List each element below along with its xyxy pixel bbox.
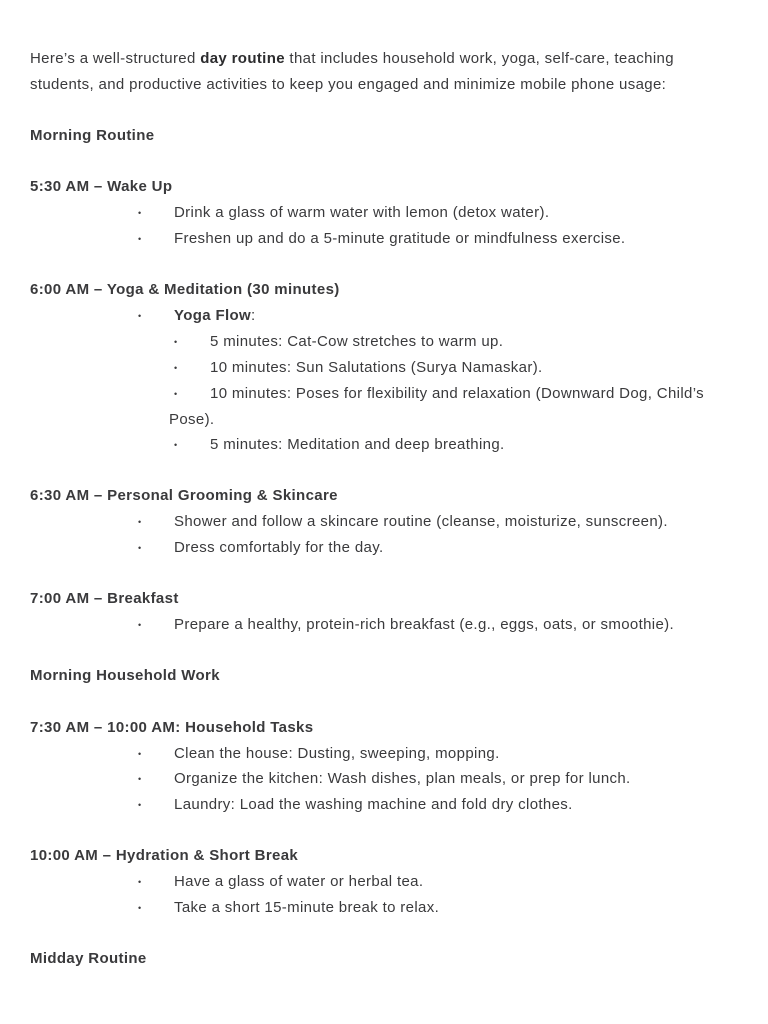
bullet-icon: • bbox=[138, 749, 142, 759]
list-item: Dress comfortably for the day. bbox=[174, 539, 384, 556]
time-block-title-grooming: 6:30 AM – Personal Grooming & Skincare bbox=[30, 487, 338, 504]
sub-list-item: 5 minutes: Meditation and deep breathing. bbox=[210, 436, 505, 453]
section-heading-midday-routine: Midday Routine bbox=[30, 950, 147, 967]
bullet-icon: • bbox=[138, 877, 142, 887]
time-block-title-hydration: 10:00 AM – Hydration & Short Break bbox=[30, 847, 299, 864]
time-block-title-yoga: 6:00 AM – Yoga & Meditation (30 minutes) bbox=[30, 281, 340, 298]
bullet-icon: • bbox=[138, 208, 142, 218]
bullet-icon: • bbox=[138, 903, 142, 913]
list-item: Prepare a healthy, protein-rich breakfast (e.g., eggs, oats, or smoothie). bbox=[174, 616, 675, 633]
bullet-icon: • bbox=[138, 800, 142, 810]
intro-paragraph bbox=[30, 46, 738, 98]
sub-list-item-wrap: Pose). bbox=[169, 411, 215, 428]
list-item-yoga-flow bbox=[174, 303, 256, 329]
list-item: Take a short 15-minute break to relax. bbox=[174, 899, 440, 916]
sub-list-item: 5 minutes: Cat-Cow stretches to warm up. bbox=[210, 333, 504, 350]
time-block-title-household: 7:30 AM – 10:00 AM: Household Tasks bbox=[30, 719, 314, 736]
bullet-icon: • bbox=[138, 234, 142, 244]
yoga-flow-label: Yoga Flow bbox=[174, 307, 252, 324]
list-item: Have a glass of water or herbal tea. bbox=[174, 873, 424, 890]
section-heading-morning-routine: Morning Routine bbox=[30, 127, 155, 144]
list-item: Shower and follow a skincare routine (cleanse, moisturize, sunscreen). bbox=[174, 513, 668, 530]
section-heading-morning-household: Morning Household Work bbox=[30, 667, 220, 684]
sub-bullet-icon: • bbox=[174, 389, 178, 399]
list-item: Drink a glass of warm water with lemon (detox water). bbox=[174, 204, 550, 221]
intro-text-end: that includes household work, yoga, self-care, teaching students, and productive activities to keep you engaged and minimize mobile phone usage: bbox=[30, 50, 674, 93]
list-item: Organize the kitchen: Wash dishes, plan meals, or prep for lunch. bbox=[174, 770, 631, 787]
time-block-title-breakfast: 7:00 AM – Breakfast bbox=[30, 590, 179, 607]
list-item: Laundry: Load the washing machine and fold dry clothes. bbox=[174, 796, 573, 813]
sub-bullet-icon: • bbox=[174, 440, 178, 450]
bullet-icon: • bbox=[138, 543, 142, 553]
sub-list-item: 10 minutes: Poses for flexibility and relaxation (Downward Dog, Child’s bbox=[210, 385, 704, 402]
bullet-icon: • bbox=[138, 774, 142, 784]
time-block-title-wake-up: 5:30 AM – Wake Up bbox=[30, 178, 173, 195]
intro-text-start: Here’s a well-structured bbox=[30, 50, 201, 67]
bullet-icon: • bbox=[138, 517, 142, 527]
sub-bullet-icon: • bbox=[174, 337, 178, 347]
yoga-flow-colon: : bbox=[251, 307, 256, 324]
list-item: Freshen up and do a 5-minute gratitude or mindfulness exercise. bbox=[174, 230, 626, 247]
sub-bullet-icon: • bbox=[174, 363, 178, 373]
bullet-icon: • bbox=[138, 311, 142, 321]
sub-list-item: 10 minutes: Sun Salutations (Surya Namaskar). bbox=[210, 359, 543, 376]
bullet-icon: • bbox=[138, 620, 142, 630]
list-item: Clean the house: Dusting, sweeping, mopping. bbox=[174, 745, 500, 762]
intro-bold-phrase: day routine bbox=[200, 50, 285, 67]
